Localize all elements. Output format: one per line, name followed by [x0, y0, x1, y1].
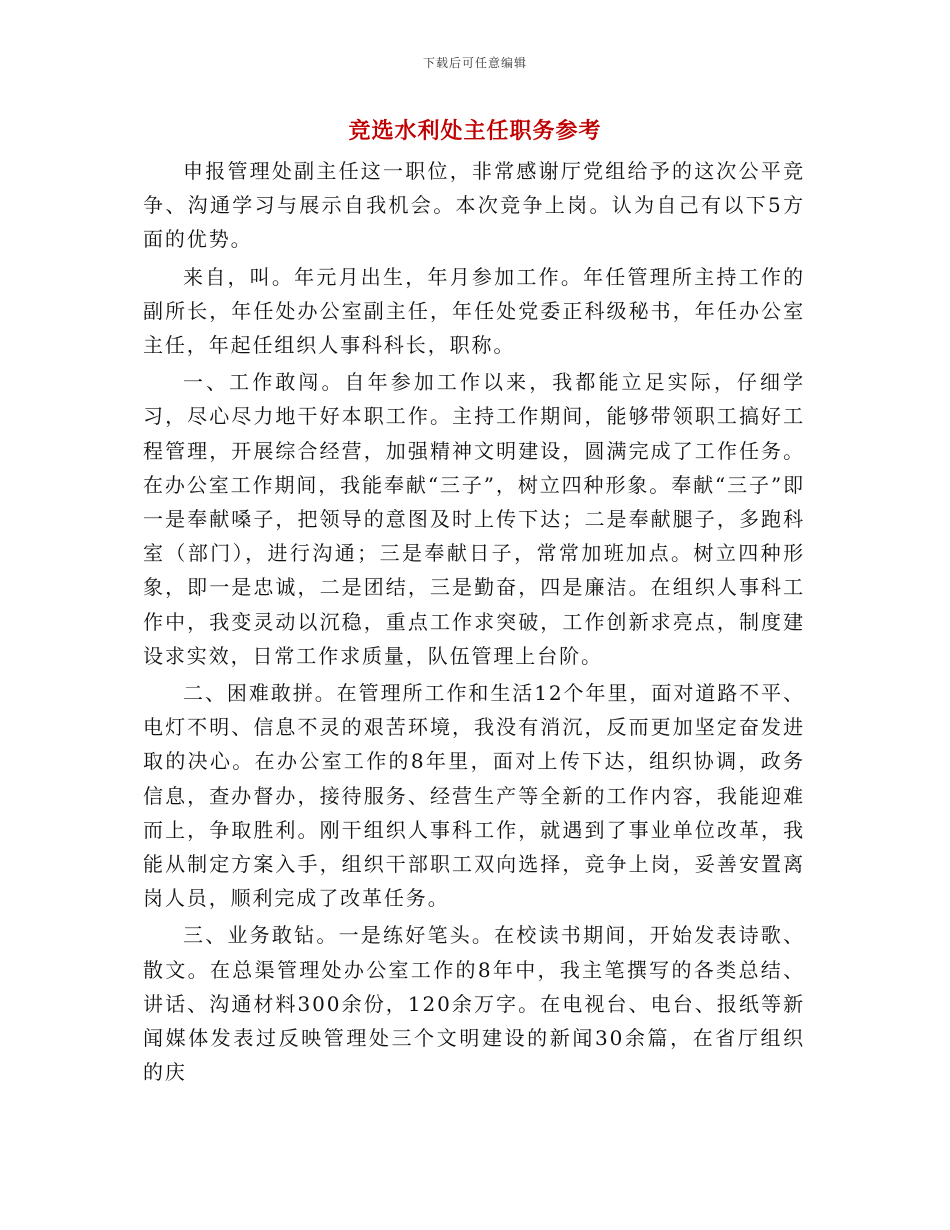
paragraph-section-3: 三、业务敢钻。一是练好笔头。在校读书期间，开始发表诗歌、散文。在总渠管理处办公室工作的8年中，我主笔撰写的各类总结、讲话、沟通材料300余份，120余万字。在电视台、电台、报纸等新闻媒体发表过反映管理处三个文明建设的新闻30余篇，在省厅组织的庆: [143, 923, 805, 1085]
paragraph-section-1: 一、工作敢闯。自年参加工作以来，我都能立足实际，仔细学习，尽心尽力地干好本职工作。主持工作期间，能够带领职工搞好工程管理，开展综合经营，加强精神文明建设，圆满完成了工作任务。在办公室工作期间，我能奉献“三子”，树立四种形象。奉献“三子”即一是奉献嗓子，把领导的意图及时上传下达；二是奉献腿子，多跑科室（部门），进行沟通；三是奉献日子，常常加班加点。树立四种形象，即一是忠诚，二是团结，三是勤奋，四是廉洁。在组织人事科工作中，我变灵动以沉稳，重点工作求突破，工作创新求亮点，制度建设求实效，日常工作求质量，队伍管理上台阶。: [143, 370, 805, 668]
header-note: 下载后可任意编辑: [422, 56, 527, 70]
paragraph-intro: 申报管理处副主任这一职位，非常感谢厅党组给予的这次公平竞争、沟通学习与展示自我机会。本次竞争上岗。认为自己有以下5方面的优势。: [143, 159, 805, 252]
document-title: 竞选水利处主任职务参考: [348, 118, 602, 144]
paragraph-section-2: 二、困难敢拼。在管理所工作和生活12个年里，面对道路不平、电灯不明、信息不灵的艰苦环境，我没有消沉，反而更加坚定奋发进取的决心。在办公室工作的8年里，面对上传下达，组织协调，政务信息，查办督办，接待服务、经营生产等全新的工作内容，我能迎难而上，争取胜利。刚干组织人事科工作，就遇到了事业单位改革，我能从制定方案入手，组织干部职工双向选择，竞争上岗，妥善安置离岗人员，顺利完成了改革任务。: [143, 681, 805, 911]
document-body: [143, 154, 805, 1092]
paragraph-background: 来自，叫。年元月出生，年月参加工作。年任管理所主持工作的副所长，年任处办公室副主任，年任处党委正科级秘书，年任办公室主任，年起任组织人事科科长，职称。: [143, 264, 805, 358]
